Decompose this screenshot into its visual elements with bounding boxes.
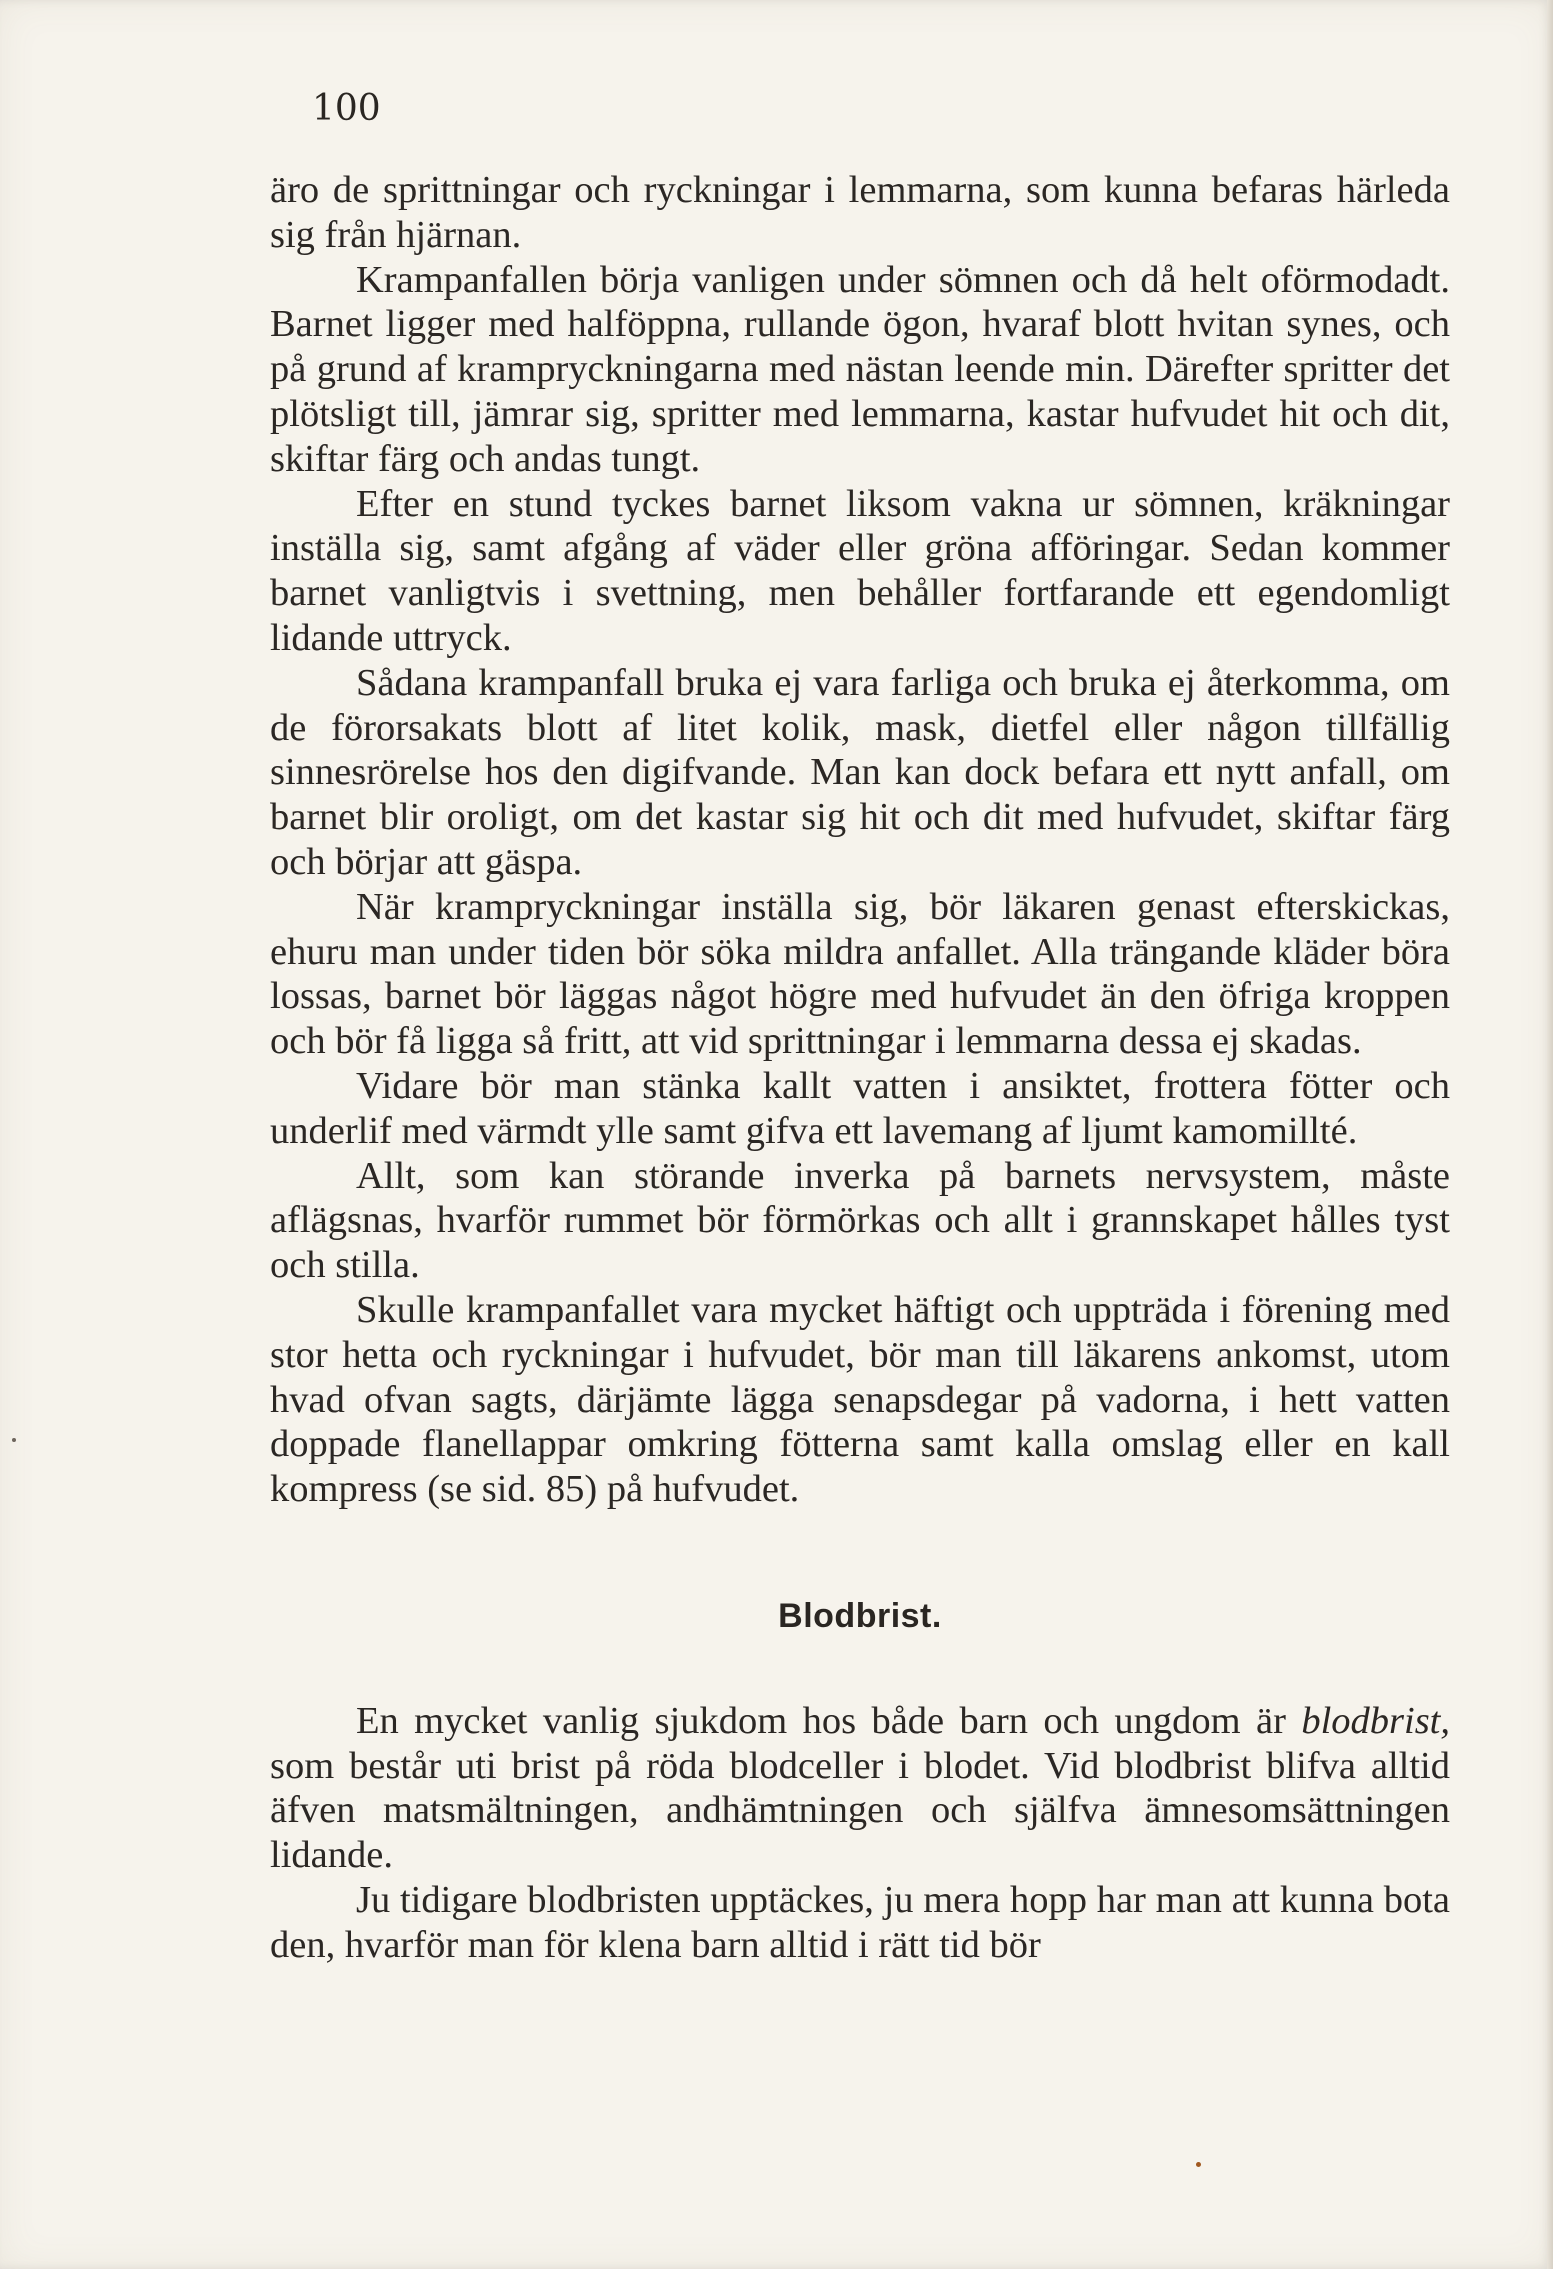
page-edge-shadow (1547, 0, 1553, 2269)
paragraph-lead-text: En mycket vanlig sjukdom hos både barn och ungdom är (356, 1699, 1302, 1742)
italic-term: blodbrist, (1301, 1699, 1450, 1742)
paragraph-krampanfallen: Krampanfallen börja vanligen under sömnen och då helt oförmodadt. Barnet ligger med halföppna, rullande ögon, hvaraf blott hvitan synes, och på grund af krampryckningarna med nästan leende min. Därefter spritter det plötsligt till, jämrar sig, spritter med lemmarna, kastar hufvudet hit och dit, skiftar färg och andas tungt. (270, 258, 1450, 480)
section-heading: Blodbrist. (778, 1596, 942, 1635)
paragraph-ju-tidigare: Ju tidigare blodbristen upptäckes, ju mera hopp har man att kunna bota den, hvarför man för klena barn alltid i rätt tid bör (270, 1878, 1450, 1966)
paragraph-rest-text: som består uti brist på röda blodceller i blodet. Vid blodbrist blifva alltid äfven matsmältningen, andhämtningen och själfva ämnesomsättningen lidande. (270, 1744, 1450, 1877)
paragraph-vidare: Vidare bör man stänka kallt vatten i ansiktet, frottera fötter och underlif med värmdt ylle samt gifva ett lavemang af ljumt kamomillté. (270, 1064, 1450, 1152)
paper-speck (1196, 2162, 1201, 2167)
paragraph-allt: Allt, som kan störande inverka på barnets nervsystem, måste aflägsnas, hvarför rummet bör förmörkas och allt i grannskapet hålles tyst och stilla. (270, 1154, 1450, 1287)
paragraph-blodbrist-intro (270, 1699, 1450, 1878)
body-text (270, 168, 1450, 1967)
paragraph-continuation: äro de sprittningar och ryckningar i lemmarna, som kunna befaras härleda sig från hjärnan. (270, 169, 1450, 256)
paragraph-skulle: Skulle krampanfallet vara mycket häftigt och uppträda i förening med stor hetta och ryckningar i hufvudet, bör man till läkarens ankomst, utom hvad ofvan sagts, därjämte lägga senapsdegar på vadorna, i hett vatten doppade flanellappar omkring fötterna samt kalla omslag eller en kall kompress (se sid. 85) på hufvudet. (270, 1288, 1450, 1511)
paragraph-sadana-krampanfall: Sådana krampanfall bruka ej vara farliga och bruka ej återkomma, om de förorsakats blott af litet kolik, mask, dietfel eller någon tillfällig sinnesrörelse hos den digifvande. Man kan dock befara ett nytt anfall, om barnet blir oroligt, om det kastar sig hit och dit med hufvudet, skiftar färg och börjar att gäspa. (270, 661, 1450, 883)
paper-speck (12, 1438, 16, 1442)
page-number: 100 (312, 88, 381, 129)
paragraph-efter-en-stund: Efter en stund tyckes barnet liksom vakna ur sömnen, kräkningar inställa sig, samt afgång af väder eller gröna afföringar. Sedan kommer barnet vanligtvis i svettning, men behåller fortfarande ett egendomligt lidande uttryck. (270, 482, 1450, 659)
paragraph-nar-krampryckningar: När krampryckningar inställa sig, bör läkaren genast efterskickas, ehuru man under tiden bör söka mildra anfallet. Alla trängande kläder böra lossas, barnet bör läggas något högre med hufvudet än den öfriga kroppen och bör få ligga så fritt, att vid sprittningar i lemmarna dessa ej skadas. (270, 885, 1450, 1063)
